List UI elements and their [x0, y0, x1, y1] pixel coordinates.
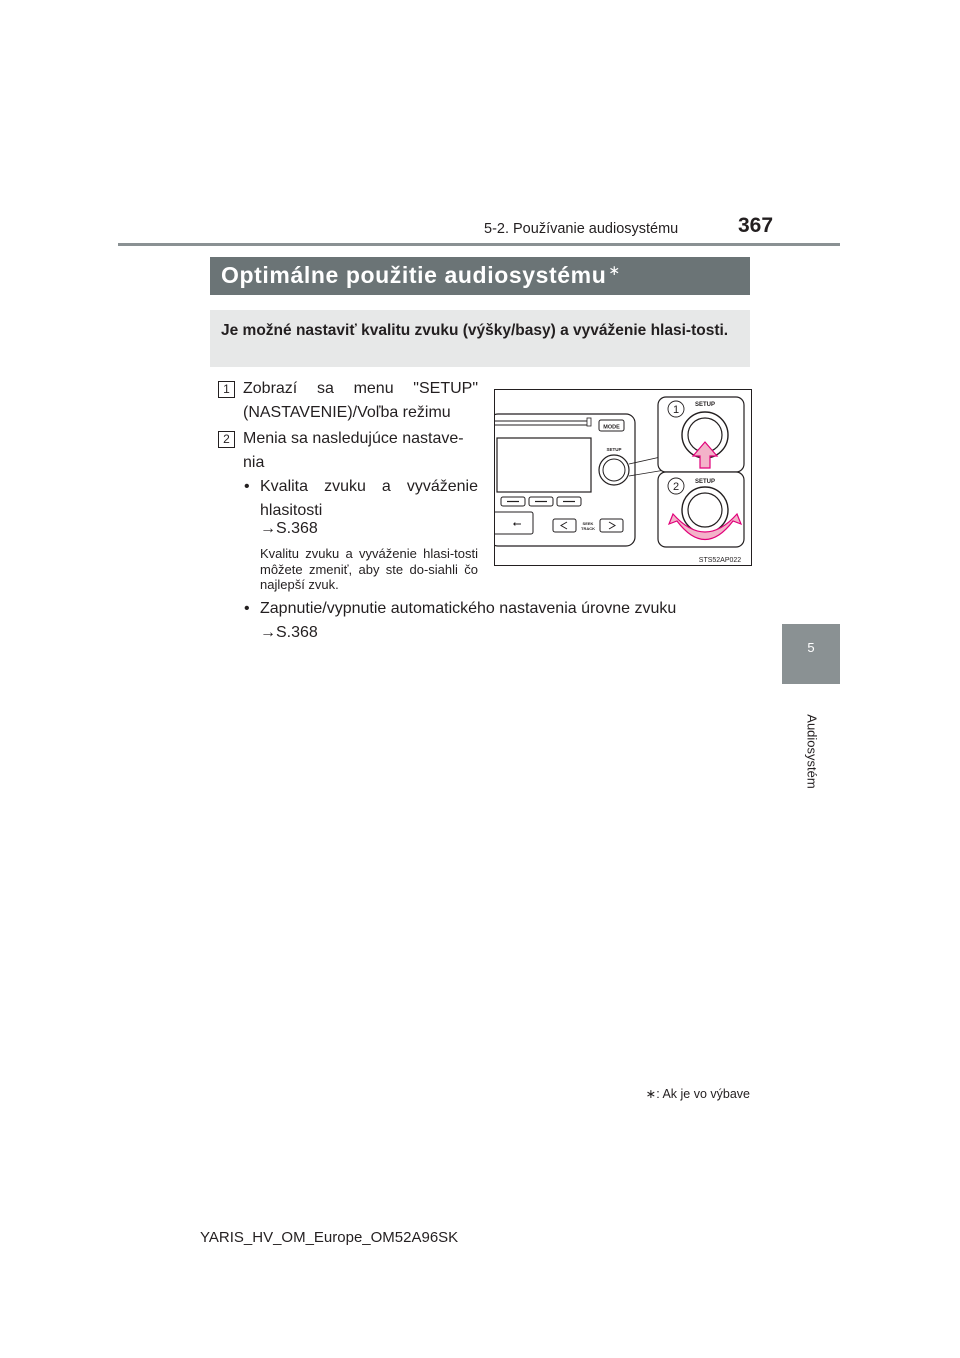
chapter-number: 5 [807, 640, 815, 655]
setup-knob-label: SETUP [606, 447, 622, 452]
setup-label-1: SETUP [694, 402, 716, 408]
bullet-text-1: Kvalita zvuku a vyváženie hlasitosti [260, 478, 478, 519]
setup-label-2: SETUP [694, 479, 716, 485]
audio-panel-illustration [494, 389, 752, 566]
page-number: 367 [738, 214, 774, 237]
step-text-1: Zobrazí sa menu "SETUP" (NASTAVENIE)/Voľba režimu [243, 380, 478, 421]
document-code: YARIS_HV_OM_Europe_OM52A96SK [200, 1229, 459, 1246]
step-text-2: Menia sa nasledujúce nastave-nia [243, 430, 464, 471]
page-title-text: Optimálne použitie audiosystému [221, 262, 607, 288]
callout-1: 1 [672, 404, 680, 416]
bullet-text-2: Zapnutie/vypnutie automatického nastavenia úrovne zvuku [260, 600, 677, 617]
page-reference-1[interactable]: →S.368 [260, 520, 318, 537]
callout-2: 2 [672, 481, 680, 493]
figure-code: STS52AP022 [698, 557, 742, 564]
zoom-panel-press [658, 397, 744, 472]
chapter-label: Audiosystém [804, 714, 820, 789]
footnote: ∗: Ak je vo výbave [645, 1087, 750, 1101]
zoom-panel-turn [658, 472, 744, 547]
page-reference-2[interactable]: →S.368 [260, 624, 318, 641]
bullet-mark-1: • [244, 478, 250, 495]
usb-icon: ⭠ [512, 517, 522, 530]
step-number-2: 2 [218, 431, 235, 448]
bullet-note-1: Kvalitu zvuku a vyváženie hlasi-tosti môžete zmeniť, aby ste do-siahli čo najlepší zvuk. [260, 546, 478, 592]
seek-label: SEEK [582, 521, 594, 526]
head-unit [495, 414, 635, 546]
mode-button-label: MODE [603, 424, 620, 431]
step-number-1: 1 [218, 381, 235, 398]
section-header: 5-2. Používanie audiosystému [484, 221, 679, 237]
page-title [221, 262, 621, 289]
bullet-mark-2: • [244, 600, 250, 617]
illustration-svg [495, 390, 751, 565]
title-asterisk: ∗ [608, 262, 621, 278]
intro-text: Je možné nastaviť kvalitu zvuku (výšky/basy) a vyváženie hlasi-tosti. [221, 322, 729, 339]
header-rule [118, 243, 840, 246]
track-label: TRACK [581, 526, 595, 531]
